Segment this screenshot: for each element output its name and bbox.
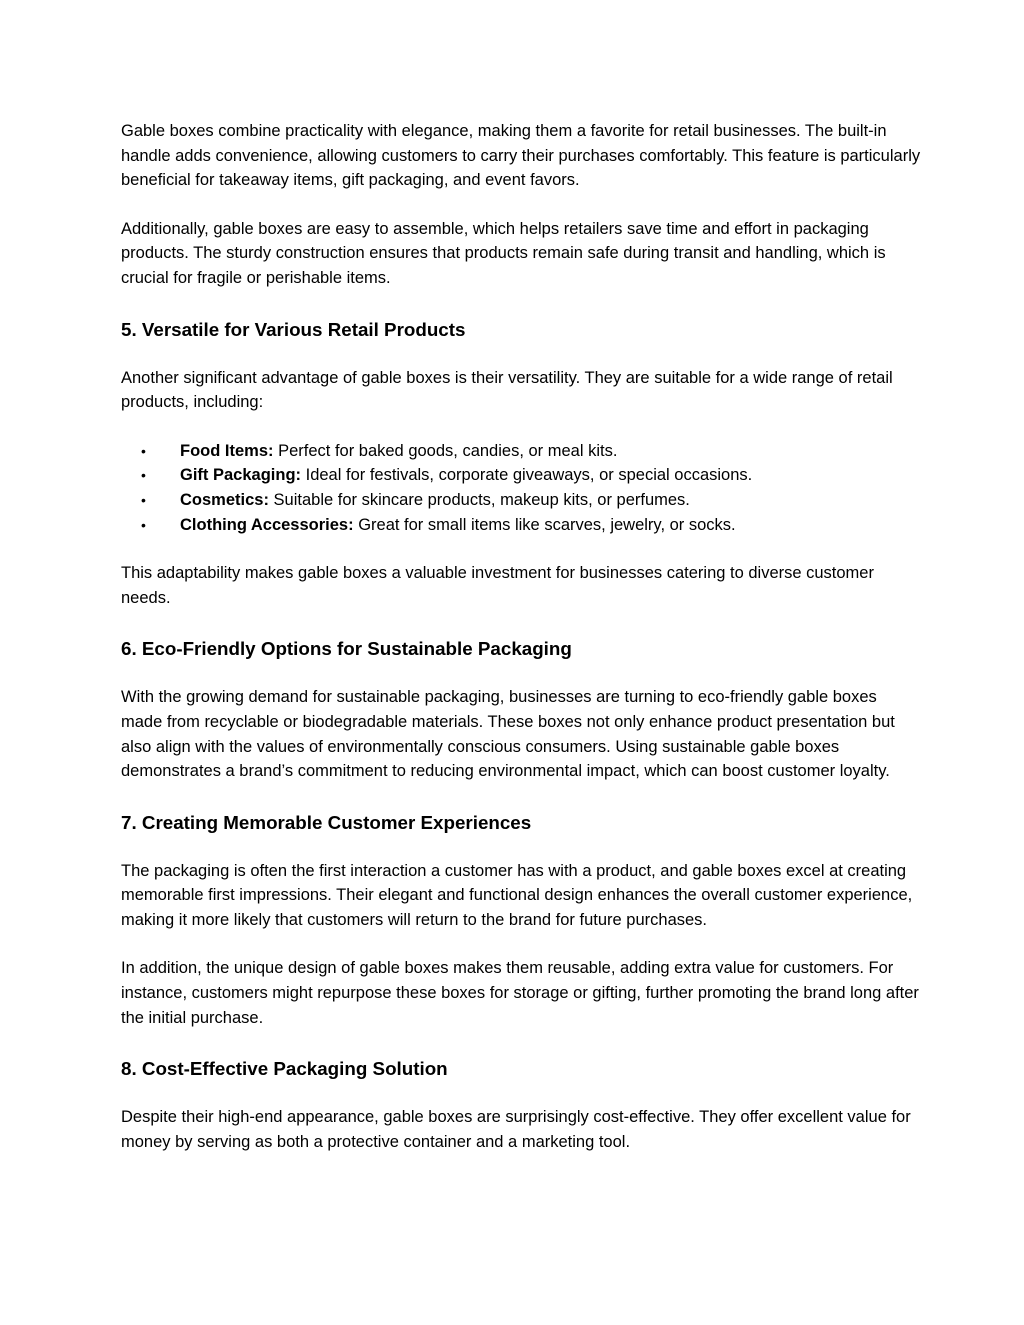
bullet-icon: •: [141, 516, 146, 533]
paragraph: This adaptability makes gable boxes a valuable investment for businesses catering to diverse customer needs.: [121, 564, 874, 607]
bullet-icon: •: [141, 491, 146, 508]
list-item-text: Perfect for baked goods, candies, or meal kits.: [273, 441, 618, 460]
document-page: [121, 119, 921, 1178]
paragraph: Gable boxes combine practicality with elegance, making them a favorite for retail businesses. The built-in handle adds convenience, allowing customers to carry their purchases comfortably. This feature is particularly beneficial for takeaway items, gift packaging, and event favors.: [121, 122, 921, 190]
section-heading: 7. Creating Memorable Customer Experiences: [121, 811, 532, 833]
list-item-text: Great for small items like scarves, jewelry, or socks.: [353, 515, 736, 534]
list-item: [121, 513, 921, 538]
list-item: [121, 488, 921, 513]
paragraph: Another significant advantage of gable boxes is their versatility. They are suitable for a wide range of retail products, including:: [121, 368, 893, 412]
bullet-list: [121, 439, 921, 537]
list-item-term: Food Items:: [180, 441, 274, 460]
list-item: [121, 463, 921, 488]
section-heading: 5. Versatile for Various Retail Products: [121, 318, 466, 340]
section-heading: 6. Eco-Friendly Options for Sustainable Packaging: [121, 638, 572, 660]
list-item-text: Suitable for skincare products, makeup kits, or perfumes.: [268, 490, 690, 509]
paragraph: Additionally, gable boxes are easy to assemble, which helps retailers save time and effort in packaging products. The sturdy construction ensures that products remain safe during transit and handling, which is crucial for fragile or perishable items.: [121, 219, 886, 287]
paragraph: With the growing demand for sustainable packaging, businesses are turning to eco-friendly gable boxes made from recyclable or biodegradable materials. These boxes not only enhance product presentation but also align with the values of environmentally conscious consumers. Using sustainable gable boxes demonstrates a brand’s commitment to reducing environmental impact, which can boost customer loyalty.: [121, 688, 895, 781]
bullet-icon: •: [141, 467, 146, 484]
list-item-term: Gift Packaging:: [180, 466, 302, 485]
list-item: [121, 439, 921, 464]
section-heading: 8. Cost-Effective Packaging Solution: [121, 1058, 448, 1080]
list-item-text: Ideal for festivals, corporate giveaways, or special occasions.: [301, 466, 753, 485]
paragraph: Despite their high-end appearance, gable boxes are surprisingly cost-effective. They offer excellent value for money by serving as both a protective container and a marketing tool.: [121, 1108, 911, 1151]
list-item-term: Cosmetics:: [180, 490, 269, 509]
paragraph: In addition, the unique design of gable boxes makes them reusable, adding extra value for customers. For instance, customers might repurpose these boxes for storage or gifting, further promoting the brand long after the initial purchase.: [121, 959, 919, 1027]
paragraph: The packaging is often the first interaction a customer has with a product, and gable boxes excel at creating memorable first impressions. Their elegant and functional design enhances the overall customer experience, making it more likely that customers will return to the brand for future purchases.: [121, 861, 913, 929]
bullet-icon: •: [141, 442, 146, 459]
list-item-term: Clothing Accessories:: [180, 515, 354, 534]
